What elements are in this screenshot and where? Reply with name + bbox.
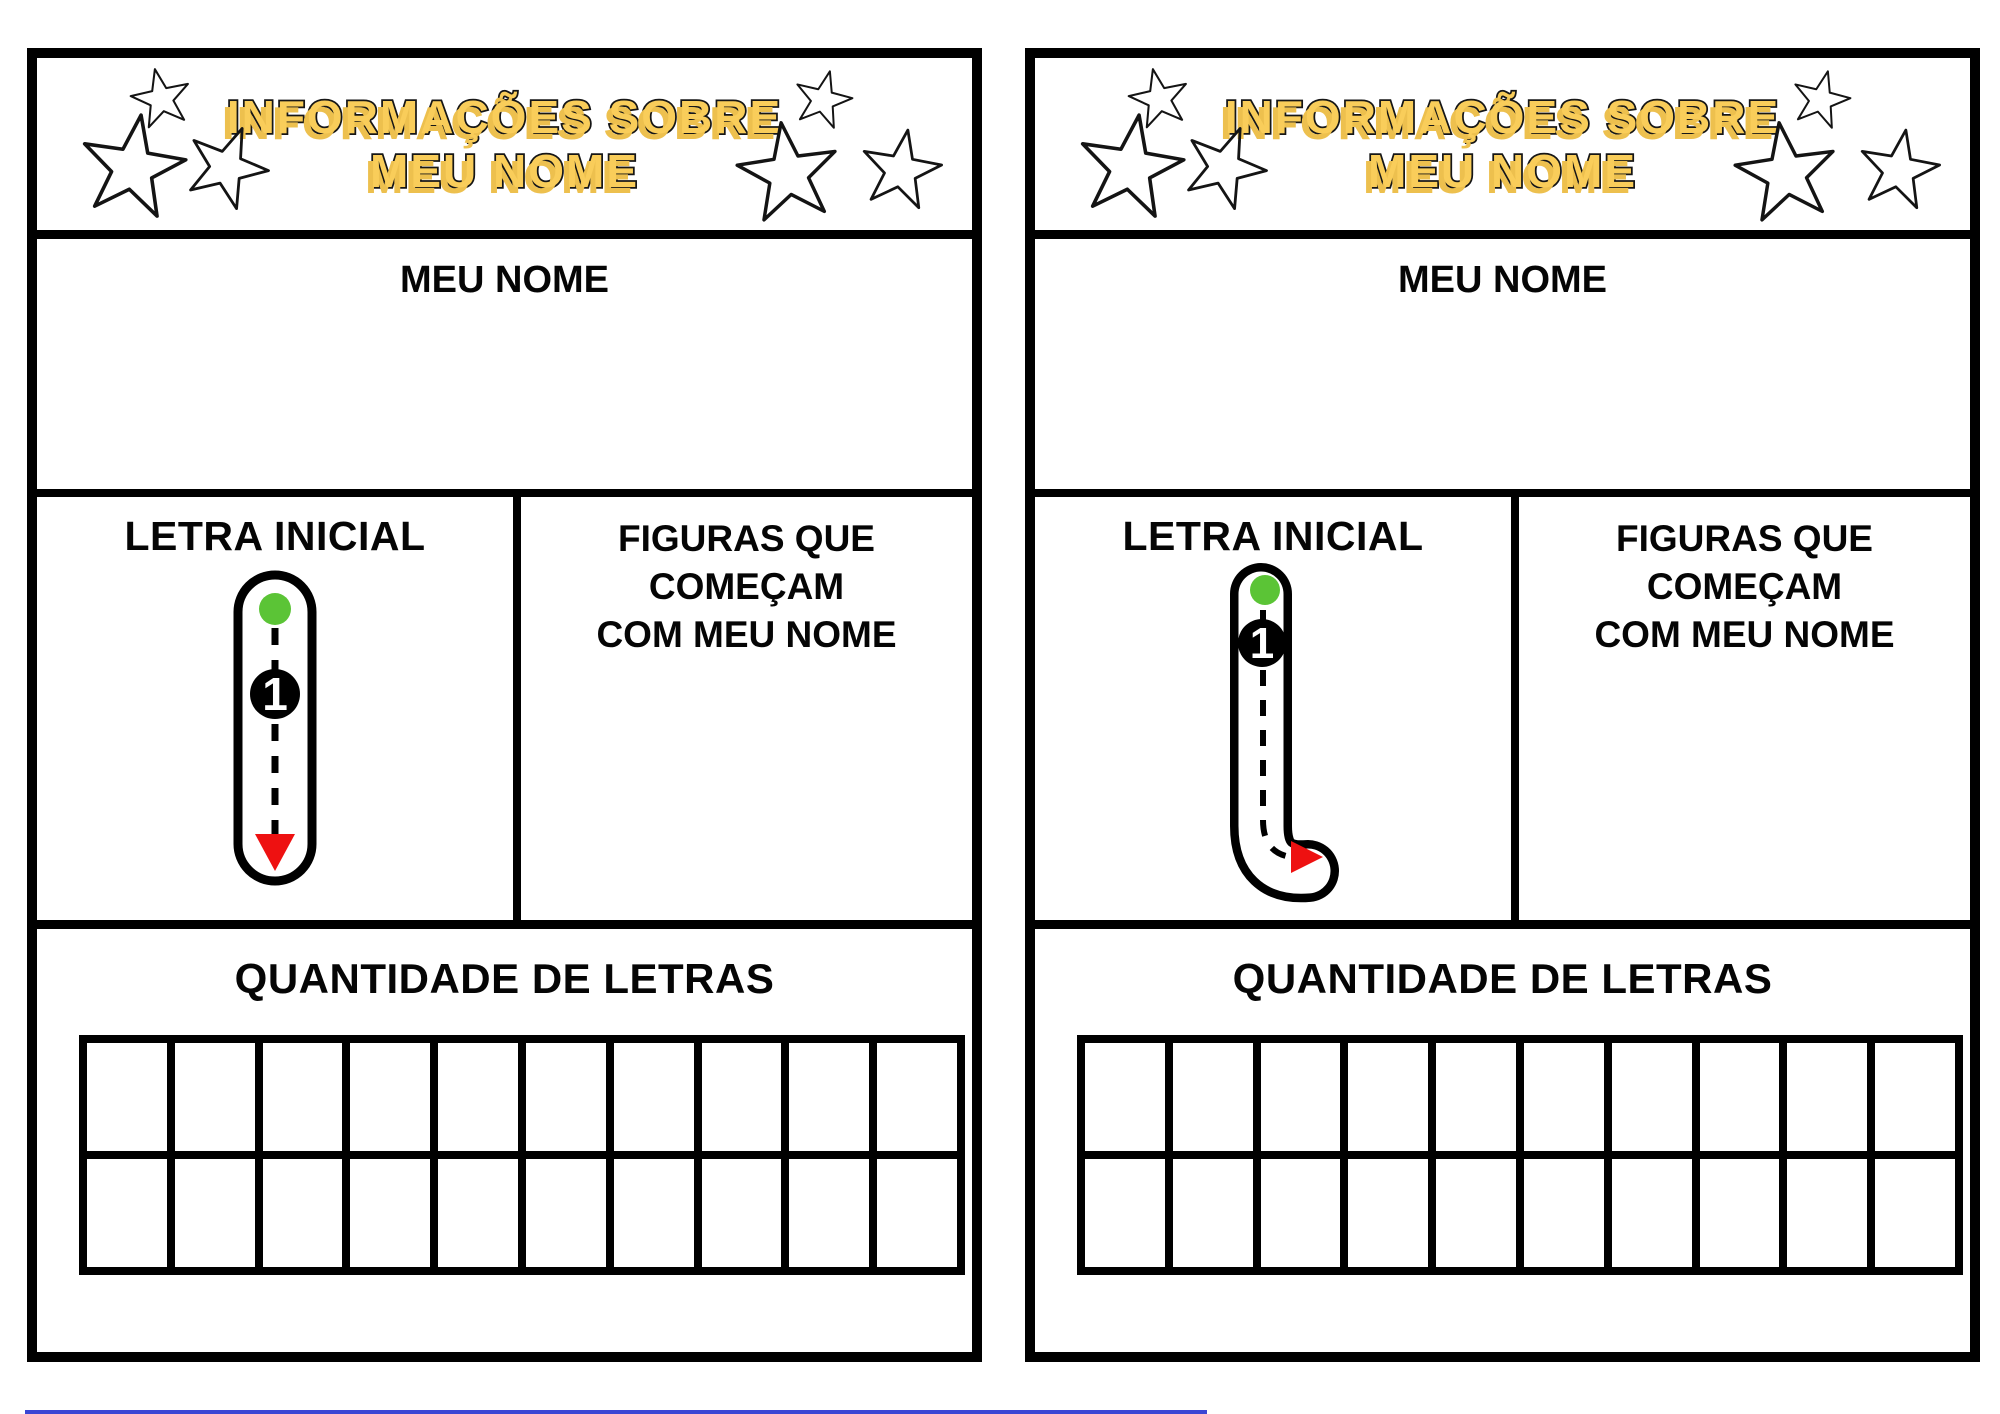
letter-count-cell[interactable]	[175, 1043, 255, 1151]
letter-count-cell[interactable]	[1173, 1043, 1253, 1151]
letter-count-cell[interactable]	[438, 1159, 518, 1267]
letter-count-cell[interactable]	[438, 1043, 518, 1151]
my-name-write-area[interactable]	[1035, 239, 1970, 497]
panel-header	[1035, 58, 1970, 239]
letter-count-cell[interactable]	[1348, 1159, 1428, 1267]
figures-label-line1: FIGURAS QUE COMEÇAM	[618, 518, 875, 608]
letter-count-cell[interactable]	[350, 1159, 430, 1267]
letter-count-cell[interactable]	[614, 1043, 694, 1151]
letter-trace-straight-icon[interactable]	[233, 570, 317, 886]
letter-count-cell[interactable]	[789, 1043, 869, 1151]
letter-count-cell[interactable]	[87, 1043, 167, 1151]
letter-count-cell[interactable]	[614, 1159, 694, 1267]
letter-count-section	[1035, 929, 1970, 1352]
letter-count-cell[interactable]	[526, 1043, 606, 1151]
figures-label	[521, 497, 972, 659]
letter-count-cell[interactable]	[1261, 1043, 1341, 1151]
letter-count-cell[interactable]	[1348, 1043, 1428, 1151]
figures-label-line2: COM MEU NOME	[596, 614, 897, 656]
bottom-edge-line	[25, 1410, 1207, 1414]
star-icon	[69, 102, 197, 230]
letter-count-cell[interactable]	[1875, 1043, 1955, 1151]
letter-count-cell[interactable]	[1612, 1043, 1692, 1151]
worksheet-title	[1225, 90, 1780, 199]
letter-count-cell[interactable]	[263, 1043, 343, 1151]
letter-count-label: QUANTIDADE DE LETRAS	[1232, 955, 1773, 1002]
letter-count-cell[interactable]	[702, 1159, 782, 1267]
worksheet-title-line1: INFORMAÇÕES SOBRE	[1224, 90, 1781, 143]
worksheet-panel-left	[27, 48, 982, 1362]
letter-count-cell[interactable]	[789, 1159, 869, 1267]
figures-section[interactable]	[1519, 497, 1970, 920]
letter-count-grid	[1077, 1035, 1963, 1275]
letter-count-cell[interactable]	[877, 1159, 957, 1267]
worksheet-panel-right	[1025, 48, 1980, 1362]
worksheet-title-line2: MEU NOME	[1368, 145, 1637, 197]
letter-count-cell[interactable]	[1700, 1159, 1780, 1267]
figures-label-line2: COM MEU NOME	[1594, 614, 1895, 656]
middle-row	[1035, 497, 1970, 929]
figures-label	[1519, 497, 1970, 659]
worksheet-title	[227, 90, 782, 199]
trace-start-dot	[1250, 575, 1280, 605]
letter-count-section	[37, 929, 972, 1352]
letter-count-label: QUANTIDADE DE LETRAS	[234, 955, 775, 1002]
star-icon	[1849, 119, 1949, 219]
figures-label-line1: FIGURAS QUE COMEÇAM	[1616, 518, 1873, 608]
star-icon	[851, 119, 951, 219]
letter-count-cell[interactable]	[1524, 1043, 1604, 1151]
step-number: 1	[1249, 619, 1275, 668]
letter-count-cell[interactable]	[87, 1159, 167, 1267]
letter-count-cell[interactable]	[1700, 1043, 1780, 1151]
initial-letter-section	[1035, 497, 1519, 920]
initial-letter-label: LETRA INICIAL	[124, 513, 426, 559]
star-icon	[1725, 111, 1847, 233]
letter-count-cell[interactable]	[1085, 1043, 1165, 1151]
letter-count-cell[interactable]	[1436, 1159, 1516, 1267]
letter-count-cell[interactable]	[350, 1043, 430, 1151]
letter-count-cell[interactable]	[1612, 1159, 1692, 1267]
letter-trace-hook-icon[interactable]	[1203, 554, 1343, 914]
figures-section[interactable]	[521, 497, 972, 920]
letter-count-cell[interactable]	[702, 1043, 782, 1151]
panel-header	[37, 58, 972, 239]
step-number: 1	[262, 668, 288, 720]
letter-count-cell[interactable]	[1436, 1043, 1516, 1151]
worksheet-title-line2: MEU NOME	[370, 145, 639, 197]
letter-count-cell[interactable]	[877, 1043, 957, 1151]
star-icon	[727, 111, 849, 233]
letter-count-cell[interactable]	[1261, 1159, 1341, 1267]
letter-count-cell[interactable]	[1875, 1159, 1955, 1267]
middle-row	[37, 497, 972, 929]
my-name-write-area[interactable]	[37, 239, 972, 497]
letter-count-cell[interactable]	[1787, 1159, 1867, 1267]
trace-start-dot	[259, 593, 291, 625]
letter-count-cell[interactable]	[1524, 1159, 1604, 1267]
my-name-label: MEU NOME	[400, 259, 609, 301]
initial-letter-label: LETRA INICIAL	[1122, 513, 1424, 559]
letter-count-grid	[79, 1035, 965, 1275]
letter-count-cell[interactable]	[526, 1159, 606, 1267]
star-icon	[1067, 102, 1195, 230]
letter-count-cell[interactable]	[1787, 1043, 1867, 1151]
letter-count-cell[interactable]	[1173, 1159, 1253, 1267]
worksheet-title-line1: INFORMAÇÕES SOBRE	[226, 90, 783, 143]
letter-count-cell[interactable]	[263, 1159, 343, 1267]
initial-letter-section	[37, 497, 521, 920]
letter-count-cell[interactable]	[1085, 1159, 1165, 1267]
letter-count-cell[interactable]	[175, 1159, 255, 1267]
my-name-label: MEU NOME	[1398, 259, 1607, 301]
